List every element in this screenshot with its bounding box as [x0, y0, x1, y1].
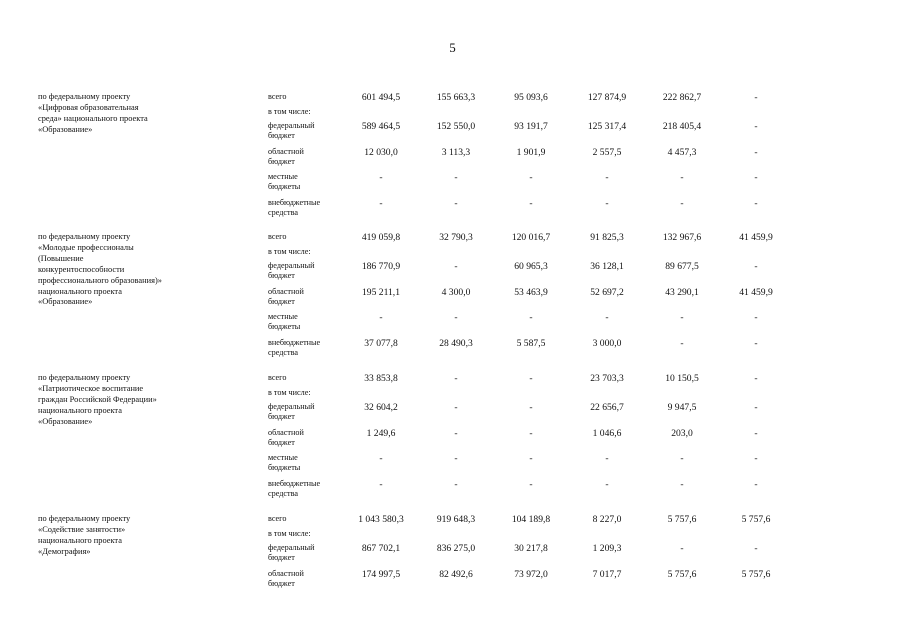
- amount-cell: 60 965,3: [514, 261, 548, 272]
- row-label: [268, 147, 348, 168]
- amount-cell: -: [605, 479, 609, 490]
- amount-cell: 43 290,1: [665, 287, 699, 298]
- amount-cell: 1 046,6: [592, 428, 622, 439]
- amount-cell: 23 703,3: [590, 373, 624, 384]
- table-row: [0, 121, 905, 143]
- amount-cell: -: [605, 312, 609, 323]
- row-label-line: внебюджетные: [268, 479, 321, 488]
- project-name-line: среда» национального проекта: [38, 113, 148, 123]
- amount-cell: -: [379, 312, 383, 323]
- project-name-line: по федеральному проекту: [38, 514, 131, 523]
- row-label-line: местные: [268, 172, 298, 181]
- row-label-line: областной: [268, 428, 304, 437]
- row-label-line: внебюджетные: [268, 338, 321, 347]
- amount-cell: 30 217,8: [514, 543, 548, 554]
- row-label-line: местные: [268, 453, 298, 462]
- project-name-line: национального проекта: [38, 405, 122, 415]
- row-label-line: бюджеты: [268, 182, 301, 192]
- amount-cell: 93 191,7: [514, 121, 548, 132]
- table-row: [0, 312, 905, 334]
- row-label-line: всего: [268, 92, 287, 101]
- project-name-line: граждан Российской Федерации»: [38, 394, 157, 404]
- amount-cell: 222 862,7: [662, 92, 702, 103]
- amount-cell: -: [680, 312, 684, 323]
- amount-cell: -: [454, 261, 458, 272]
- row-label-line: бюджет: [268, 297, 295, 307]
- table-row: [0, 479, 905, 501]
- row-label: [268, 373, 348, 383]
- amount-cell: -: [680, 172, 684, 183]
- row-label-line: средства: [268, 208, 299, 218]
- amount-cell: 419 059,8: [361, 232, 401, 243]
- amount-cell: 836 275,0: [436, 543, 476, 554]
- row-label-line: бюджеты: [268, 322, 301, 332]
- project-name-line: «Образование»: [38, 297, 93, 307]
- table-row: [0, 338, 905, 360]
- amount-cell: 5 757,6: [667, 514, 697, 525]
- amount-cell: 120 016,7: [511, 232, 551, 243]
- project-name-line: конкурентоспособности: [38, 264, 125, 274]
- row-label: [268, 172, 348, 193]
- amount-cell: -: [379, 479, 383, 490]
- amount-cell: 28 490,3: [439, 338, 473, 349]
- amount-cell: 33 853,8: [364, 373, 398, 384]
- page-number: 5: [449, 40, 456, 55]
- amount-cell: 37 077,8: [364, 338, 398, 349]
- amount-cell: 5 757,6: [741, 569, 771, 580]
- amount-cell: 3 000,0: [592, 338, 622, 349]
- row-label: [268, 569, 348, 590]
- amount-cell: -: [454, 198, 458, 209]
- row-label: [268, 261, 348, 282]
- row-label-line: федеральный: [268, 121, 315, 130]
- amount-cell: 132 967,6: [662, 232, 702, 243]
- amount-cell: -: [754, 453, 758, 464]
- amount-cell: -: [754, 543, 758, 554]
- amount-cell: 174 997,5: [361, 569, 401, 580]
- amount-cell: 203,0: [671, 428, 693, 439]
- amount-cell: 195 211,1: [361, 287, 401, 298]
- amount-cell: 2 557,5: [592, 147, 622, 158]
- amount-cell: -: [529, 428, 533, 439]
- amount-cell: -: [529, 453, 533, 464]
- row-label: [268, 287, 348, 308]
- amount-cell: -: [680, 338, 684, 349]
- project-name-line: «Образование»: [38, 124, 93, 134]
- amount-cell: 152 550,0: [436, 121, 476, 132]
- amount-cell: -: [529, 373, 533, 384]
- amount-cell: -: [754, 373, 758, 384]
- amount-cell: -: [680, 479, 684, 490]
- amount-cell: -: [605, 198, 609, 209]
- amount-cell: -: [529, 312, 533, 323]
- row-label-line: в том числе:: [268, 107, 311, 116]
- amount-cell: -: [754, 402, 758, 413]
- row-label: [268, 92, 348, 102]
- amount-cell: 867 702,1: [361, 543, 401, 554]
- amount-cell: 1 209,3: [592, 543, 622, 554]
- row-label-line: бюджет: [268, 157, 295, 167]
- amount-cell: 89 677,5: [665, 261, 699, 272]
- table-row: [0, 402, 905, 424]
- row-label: [268, 338, 348, 359]
- amount-cell: 3 113,3: [441, 147, 471, 158]
- project-name-line: «Образование»: [38, 416, 93, 426]
- amount-cell: 1 043 580,3: [358, 514, 404, 525]
- amount-cell: 4 300,0: [441, 287, 471, 298]
- amount-cell: -: [379, 198, 383, 209]
- project-name-line: «Молодые профессионалы: [38, 242, 134, 252]
- amount-cell: 32 790,3: [439, 232, 473, 243]
- row-label-line: в том числе:: [268, 388, 311, 397]
- row-label-line: федеральный: [268, 261, 315, 270]
- project-name-line: по федеральному проекту: [38, 92, 131, 101]
- amount-cell: -: [454, 402, 458, 413]
- amount-cell: 10 150,5: [665, 373, 699, 384]
- amount-cell: -: [454, 172, 458, 183]
- amount-cell: 127 874,9: [587, 92, 627, 103]
- amount-cell: 1 901,9: [516, 147, 546, 158]
- project-name-line: «Цифровая образовательная: [38, 102, 139, 112]
- row-label: [268, 453, 348, 474]
- row-label-line: внебюджетные: [268, 198, 321, 207]
- table-row: [0, 453, 905, 475]
- project-name-line: (Повышение: [38, 253, 84, 263]
- row-label: [268, 247, 348, 257]
- amount-cell: -: [529, 172, 533, 183]
- row-label-line: бюджет: [268, 553, 295, 563]
- project-name-line: по федеральному проекту: [38, 373, 131, 382]
- project-name-line: национального проекта: [38, 535, 122, 545]
- amount-cell: 52 697,2: [590, 287, 624, 298]
- amount-cell: -: [454, 453, 458, 464]
- amount-cell: -: [529, 198, 533, 209]
- amount-cell: -: [605, 453, 609, 464]
- table-row: [0, 569, 905, 591]
- amount-cell: 919 648,3: [436, 514, 476, 525]
- amount-cell: 5 587,5: [516, 338, 546, 349]
- row-label: [268, 428, 348, 449]
- row-label-line: средства: [268, 489, 299, 499]
- row-label-line: бюджет: [268, 412, 295, 422]
- amount-cell: -: [454, 479, 458, 490]
- amount-cell: 73 972,0: [514, 569, 548, 580]
- amount-cell: 7 017,7: [592, 569, 622, 580]
- amount-cell: -: [529, 479, 533, 490]
- row-label: [268, 312, 348, 333]
- row-label: [268, 479, 348, 500]
- amount-cell: 1 249,6: [366, 428, 396, 439]
- amount-cell: 8 227,0: [592, 514, 622, 525]
- amount-cell: -: [754, 312, 758, 323]
- project-name-line: «Патриотическое воспитание: [38, 383, 144, 393]
- row-label: [268, 543, 348, 564]
- amount-cell: 41 459,9: [739, 232, 773, 243]
- amount-cell: -: [754, 121, 758, 132]
- amount-cell: 41 459,9: [739, 287, 773, 298]
- amount-cell: 125 317,4: [587, 121, 627, 132]
- amount-cell: -: [379, 172, 383, 183]
- row-label-line: областной: [268, 287, 304, 296]
- project-name-line: по федеральному проекту: [38, 232, 131, 241]
- table-row: [0, 543, 905, 565]
- table-row: [0, 261, 905, 283]
- amount-cell: 186 770,9: [361, 261, 401, 272]
- amount-cell: 104 189,8: [511, 514, 551, 525]
- amount-cell: -: [605, 172, 609, 183]
- row-label: [268, 388, 348, 398]
- amount-cell: -: [754, 428, 758, 439]
- project-name-line: профессионального образования)»: [38, 275, 162, 285]
- row-label: [268, 198, 348, 219]
- amount-cell: 53 463,9: [514, 287, 548, 298]
- amount-cell: 32 604,2: [364, 402, 398, 413]
- amount-cell: 9 947,5: [667, 402, 697, 413]
- amount-cell: -: [754, 92, 758, 103]
- amount-cell: -: [754, 172, 758, 183]
- amount-cell: -: [754, 261, 758, 272]
- row-label: [268, 107, 348, 117]
- row-label: [268, 514, 348, 524]
- amount-cell: 36 128,1: [590, 261, 624, 272]
- row-label: [268, 121, 348, 142]
- amount-cell: -: [680, 453, 684, 464]
- row-label: [268, 232, 348, 242]
- row-label-line: бюджет: [268, 131, 295, 141]
- row-label-line: областной: [268, 147, 304, 156]
- amount-cell: -: [454, 428, 458, 439]
- row-label-line: бюджет: [268, 438, 295, 448]
- row-label-line: всего: [268, 373, 287, 382]
- amount-cell: 218 405,4: [662, 121, 702, 132]
- row-label: [268, 402, 348, 423]
- project-name-line: национального проекта: [38, 286, 122, 296]
- table-row: [0, 287, 905, 309]
- table-row: [0, 428, 905, 450]
- amount-cell: -: [754, 198, 758, 209]
- amount-cell: -: [454, 312, 458, 323]
- amount-cell: -: [454, 373, 458, 384]
- row-label-line: бюджет: [268, 271, 295, 281]
- amount-cell: 82 492,6: [439, 569, 473, 580]
- amount-cell: -: [680, 543, 684, 554]
- amount-cell: 5 757,6: [667, 569, 697, 580]
- amount-cell: -: [379, 453, 383, 464]
- row-label-line: всего: [268, 514, 287, 523]
- row-label-line: местные: [268, 312, 298, 321]
- row-label-line: федеральный: [268, 402, 315, 411]
- amount-cell: 91 825,3: [590, 232, 624, 243]
- table-row: [0, 147, 905, 169]
- amount-cell: 95 093,6: [514, 92, 548, 103]
- table-row: [0, 172, 905, 194]
- project-name-line: «Демография»: [38, 546, 91, 556]
- amount-cell: 155 663,3: [436, 92, 476, 103]
- amount-cell: 12 030,0: [364, 147, 398, 158]
- table-row: [0, 198, 905, 220]
- row-label-line: бюджеты: [268, 463, 301, 473]
- amount-cell: 5 757,6: [741, 514, 771, 525]
- row-label: [268, 529, 348, 539]
- row-label-line: бюджет: [268, 579, 295, 589]
- row-label-line: всего: [268, 232, 287, 241]
- amount-cell: -: [754, 338, 758, 349]
- amount-cell: -: [754, 147, 758, 158]
- row-label-line: в том числе:: [268, 529, 311, 538]
- amount-cell: 601 494,5: [361, 92, 401, 103]
- row-label-line: федеральный: [268, 543, 315, 552]
- project-name-line: «Содействие занятости»: [38, 524, 126, 534]
- row-label-line: средства: [268, 348, 299, 358]
- row-label-line: областной: [268, 569, 304, 578]
- amount-cell: -: [529, 402, 533, 413]
- amount-cell: -: [680, 198, 684, 209]
- amount-cell: -: [754, 479, 758, 490]
- amount-cell: 589 464,5: [361, 121, 401, 132]
- amount-cell: 4 457,3: [667, 147, 697, 158]
- row-label-line: в том числе:: [268, 247, 311, 256]
- amount-cell: 22 656,7: [590, 402, 624, 413]
